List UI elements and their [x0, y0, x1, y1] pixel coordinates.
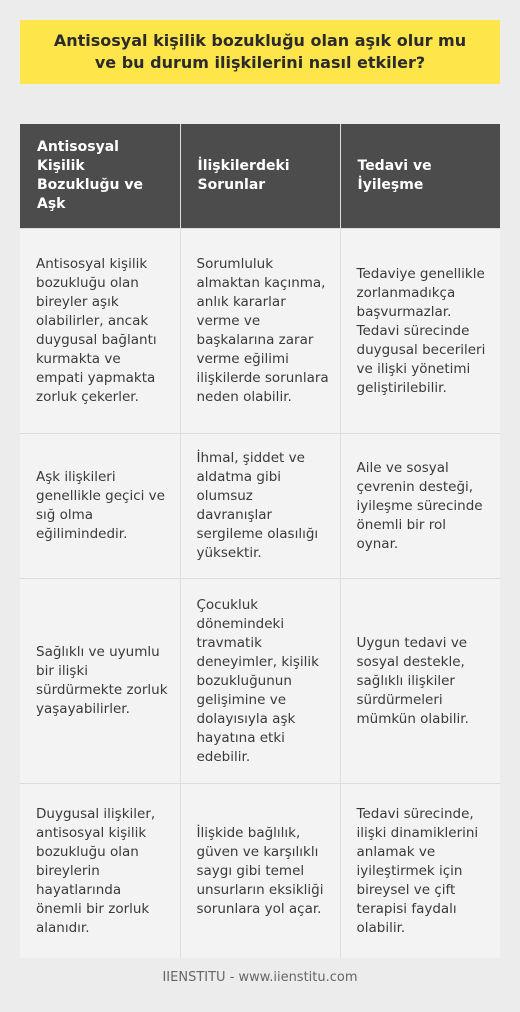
table-cell: Duygusal ilişkiler, antisosyal kişilik bozukluğu olan bireylerin hayatlarında önemli bir zorluk alanıdır.: [20, 784, 180, 959]
table-row: [20, 434, 500, 579]
table-row: [20, 229, 500, 434]
table-cell: İlişkide bağlılık, güven ve karşılıklı saygı gibi temel unsurların eksikliği sorunlara yol açar.: [180, 784, 340, 959]
table-cell: Aşk ilişkileri genellikle geçici ve sığ olma eğilimindedir.: [20, 434, 180, 579]
table-cell: Antisosyal kişilik bozukluğu olan bireyler aşık olabilirler, ancak duygusal bağlantı kurmakta ve empati yapmakta zorluk çekerler.: [20, 229, 180, 434]
comparison-table: [20, 124, 500, 958]
title-banner: [20, 20, 500, 84]
table-cell: İhmal, şiddet ve aldatma gibi olumsuz davranışlar sergileme olasılığı yüksektir.: [180, 434, 340, 579]
table-cell: Sorumluluk almaktan kaçınma, anlık kararlar verme ve başkalarına zarar verme eğilimi ilişkilerde sorunlara neden olabilir.: [180, 229, 340, 434]
column-header-treatment: Tedavi ve İyileşme: [340, 124, 500, 229]
table-cell: Aile ve sosyal çevrenin desteği, iyileşme sürecinde önemli bir rol oynar.: [340, 434, 500, 579]
footer-credit: IIENSTITU - www.iienstitu.com: [162, 970, 358, 985]
table-cell: Tedaviye genellikle zorlanmadıkça başvurmazlar. Tedavi sürecinde duygusal becerileri ve ilişki yönetimi geliştirilebilir.: [340, 229, 500, 434]
page-title: Antisosyal kişilik bozukluğu olan aşık olur mu ve bu durum ilişkilerini nasıl etkiler?: [53, 31, 467, 72]
table-row: [20, 579, 500, 784]
table-cell: Çocukluk dönemindeki travmatik deneyimler, kişilik bozukluğunun gelişimine ve dolayısıyla aşk hayatına etki edebilir.: [180, 579, 340, 784]
table-cell: Tedavi sürecinde, ilişki dinamiklerini anlamak ve iyileştirmek için bireysel ve çift terapisi faydalı olabilir.: [340, 784, 500, 959]
table-row: [20, 784, 500, 959]
column-header-love: Antisosyal Kişilik Bozukluğu ve Aşk: [20, 124, 180, 229]
table-header-row: [20, 124, 500, 229]
column-header-problems: İlişkilerdeki Sorunlar: [180, 124, 340, 229]
table-cell: Uygun tedavi ve sosyal destekle, sağlıklı ilişkiler sürdürmeleri mümkün olabilir.: [340, 579, 500, 784]
table-cell: Sağlıklı ve uyumlu bir ilişki sürdürmekte zorluk yaşayabilirler.: [20, 579, 180, 784]
